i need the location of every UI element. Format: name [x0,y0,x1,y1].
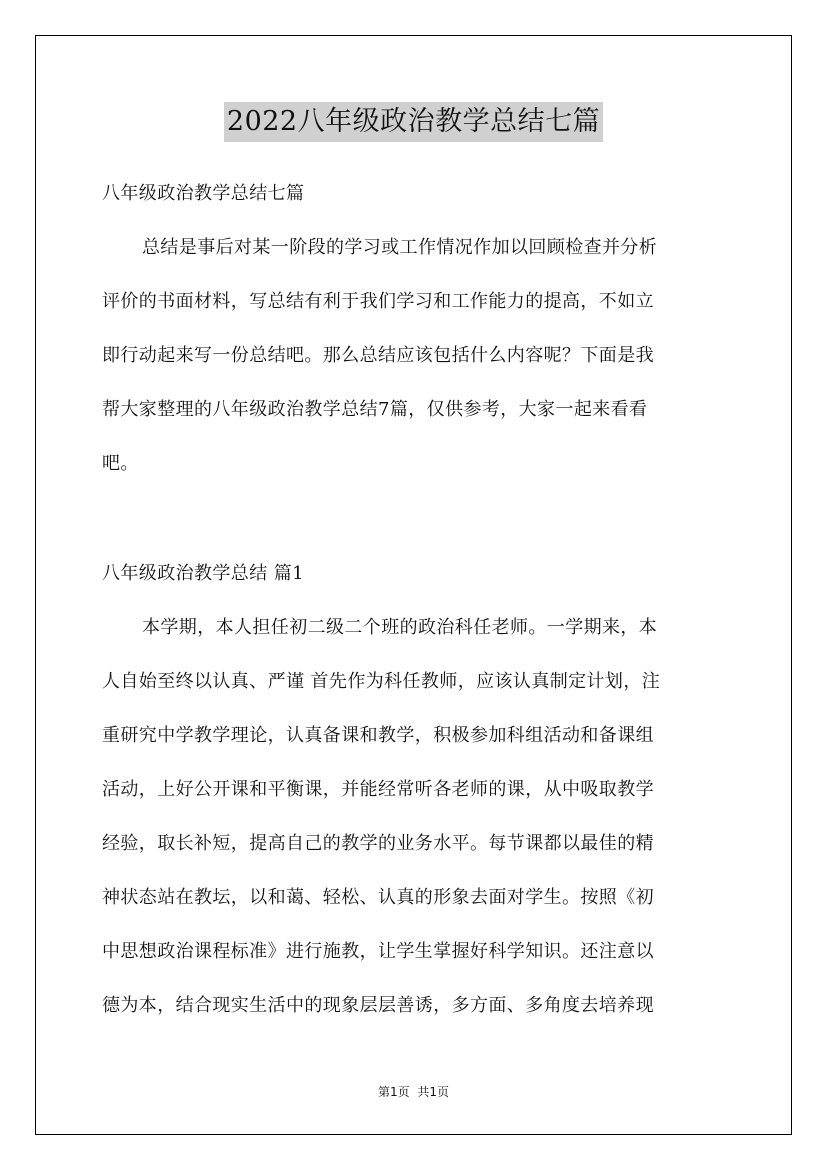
intro-line-1: 总结是事后对某一阶段的学习或工作情况作加以回顾检查并分析 [142,237,658,258]
intro-line-4: 帮大家整理的八年级政治教学总结7篇，仅供参考，大家一起来看看 [102,399,648,420]
intro-line-2: 评价的书面材料，写总结有利于我们学习和工作能力的提高，不如立 [102,291,654,312]
section1-line-6: 神状态站在教坛，以和蔼、轻松、认真的形象去面对学生。按照《初 [102,887,654,908]
page-footer [0,1084,827,1100]
document-title-text: 2022八年级政治教学总结七篇 [224,102,603,142]
section1-line-8: 德为本，结合现实生活中的现象层层善诱，多方面、多角度去培养现 [102,995,654,1016]
section1-heading: 八年级政治教学总结 篇1 [102,563,304,584]
section1-line-2: 人自始至终以认真、严谨 首先作为科任教师，应该认真制定计划，注 [102,671,661,692]
document-title [0,102,827,142]
document-subtitle: 八年级政治教学总结七篇 [102,183,305,204]
intro-line-3: 即行动起来写一份总结吧。那么总结应该包括什么内容呢？下面是我 [102,345,654,366]
section1-line-5: 经验，取长补短，提高自己的教学的业务水平。每节课都以最佳的精 [102,833,654,854]
section1-line-4: 活动，上好公开课和平衡课，并能经常听各老师的课，从中吸取教学 [102,779,654,800]
section1-line-7: 中思想政治课程标准》进行施教，让学生掌握好科学知识。还注意以 [102,941,654,962]
page-number-label: 第1页 [378,1085,410,1099]
intro-line-5: 吧。 [102,453,139,474]
page-total-label: 共1页 [417,1085,449,1099]
section1-line-1: 本学期，本人担任初二级二个班的政治科任老师。一学期来，本 [142,617,658,638]
section1-line-3: 重研究中学教学理论，认真备课和教学，积极参加科组活动和备课组 [102,725,654,746]
